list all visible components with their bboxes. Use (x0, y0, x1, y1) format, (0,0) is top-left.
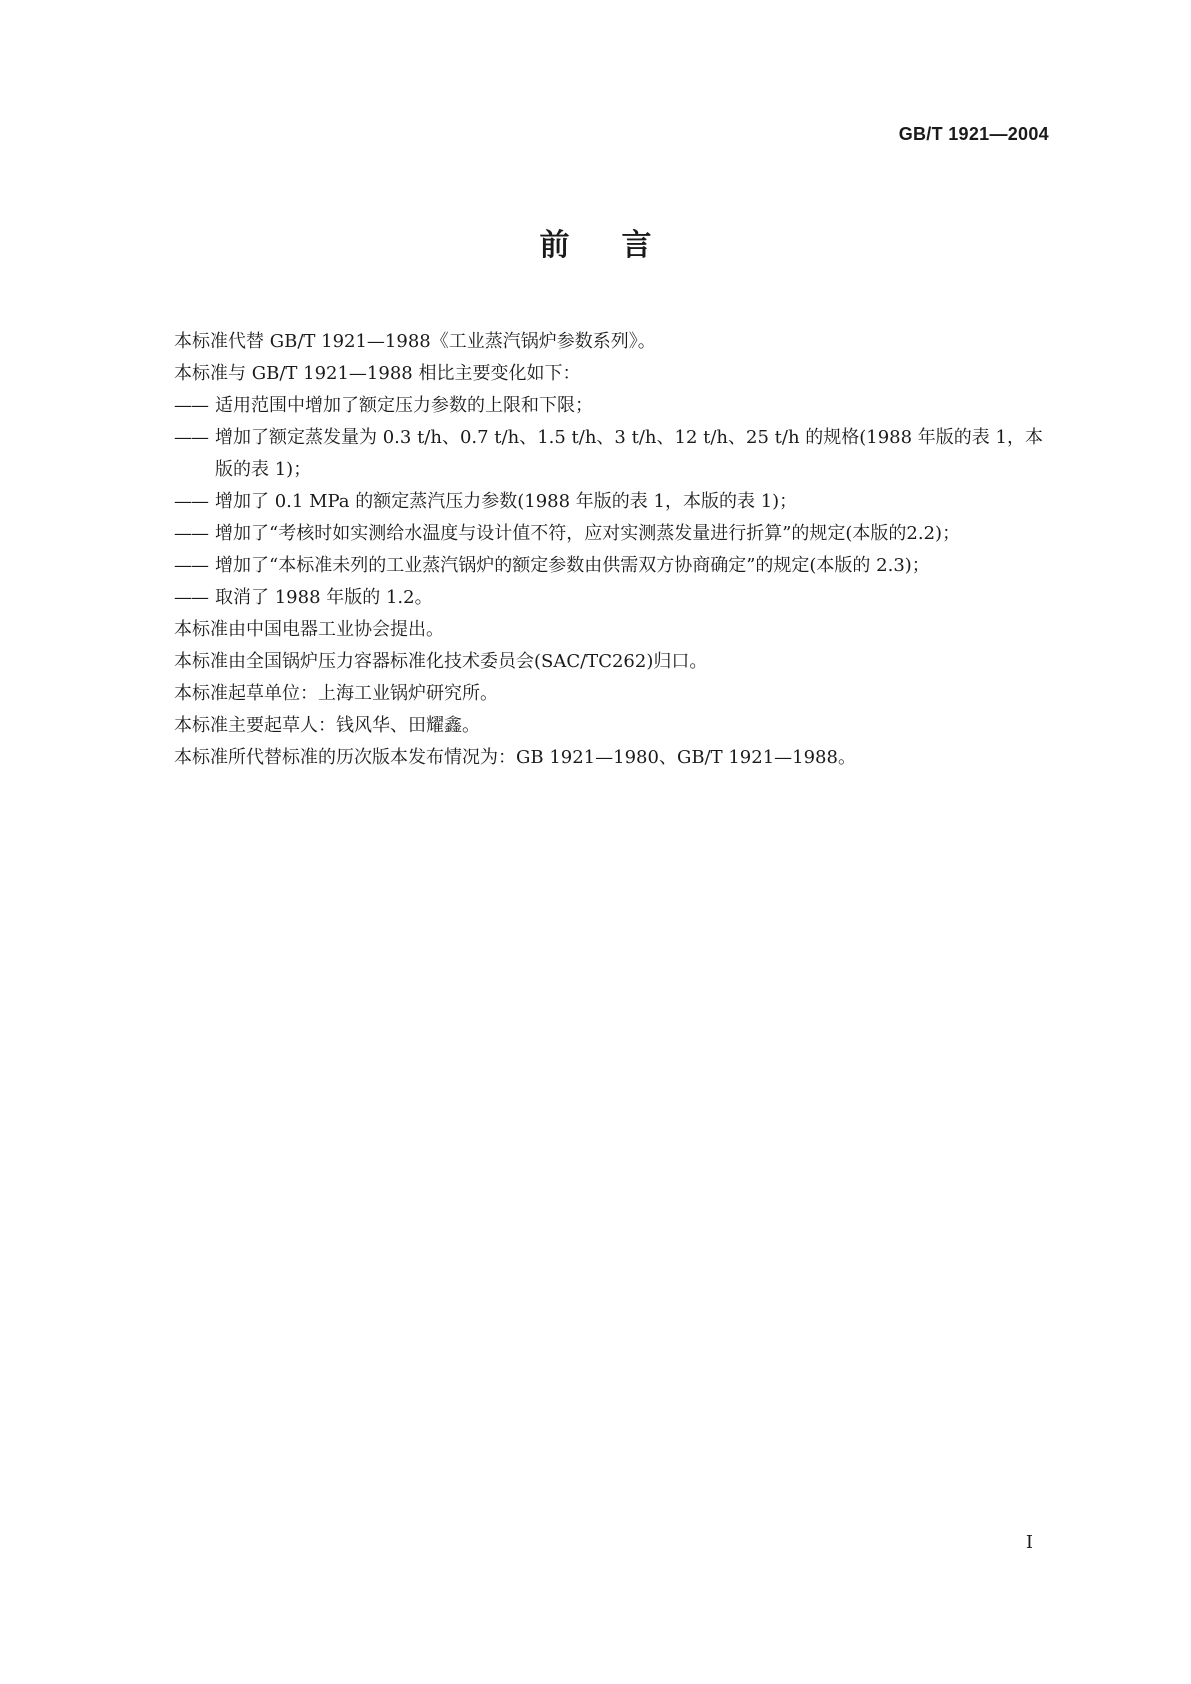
dash-marker: —— (174, 523, 208, 544)
foreword-body (174, 326, 1052, 774)
change-item-text: 适用范围中增加了额定压力参数的上限和下限； (215, 395, 593, 416)
dash-marker: —— (174, 587, 208, 608)
standard-number: GB/T 1921—2004 (898, 124, 1049, 144)
change-item (174, 550, 1052, 582)
change-item (174, 582, 1052, 614)
managed-by-paragraph: 本标准由全国锅炉压力容器标准化技术委员会(SAC/TC262)归口。 (174, 651, 708, 672)
drafters-paragraph: 本标准主要起草人：钱风华、田耀鑫。 (174, 715, 480, 736)
page-number: I (1025, 1532, 1033, 1553)
history-paragraph: 本标准所代替标准的历次版本发布情况为：GB 1921—1980、GB/T 1921—1988。 (174, 747, 856, 768)
change-item (174, 486, 1052, 518)
change-item-text: 增加了“考核时如实测给水温度与设计值不符，应对实测蒸发量进行折算”的规定(本版的2.2)； (215, 523, 961, 544)
page-title: 前言 (539, 228, 704, 263)
drafting-unit-paragraph: 本标准起草单位：上海工业锅炉研究所。 (174, 683, 498, 704)
dash-marker: —— (174, 395, 208, 416)
change-item (174, 422, 1052, 486)
change-item (174, 518, 1052, 550)
proposed-by-paragraph: 本标准由中国电器工业协会提出。 (174, 619, 444, 640)
intro-changes-paragraph: 本标准与 GB/T 1921—1988 相比主要变化如下： (174, 363, 581, 384)
dash-marker: —— (174, 427, 208, 448)
change-item-text: 增加了“本标准未列的工业蒸汽锅炉的额定参数由供需双方协商确定”的规定(本版的 2.3)； (215, 555, 930, 576)
change-item-text: 增加了额定蒸发量为 0.3 t/h、0.7 t/h、1.5 t/h、3 t/h、12 t/h、25 t/h 的规格(1988 年版的表 1，本版的表 1)； (215, 427, 1043, 480)
change-item-text: 取消了 1988 年版的 1.2。 (215, 587, 433, 608)
intro-replaces-paragraph: 本标准代替 GB/T 1921—1988《工业蒸汽锅炉参数系列》。 (174, 331, 656, 352)
change-item-text: 增加了 0.1 MPa 的额定蒸汽压力参数(1988 年版的表 1，本版的表 1)； (215, 491, 798, 512)
change-item (174, 390, 1052, 422)
dash-marker: —— (174, 491, 208, 512)
dash-marker: —— (174, 555, 208, 576)
